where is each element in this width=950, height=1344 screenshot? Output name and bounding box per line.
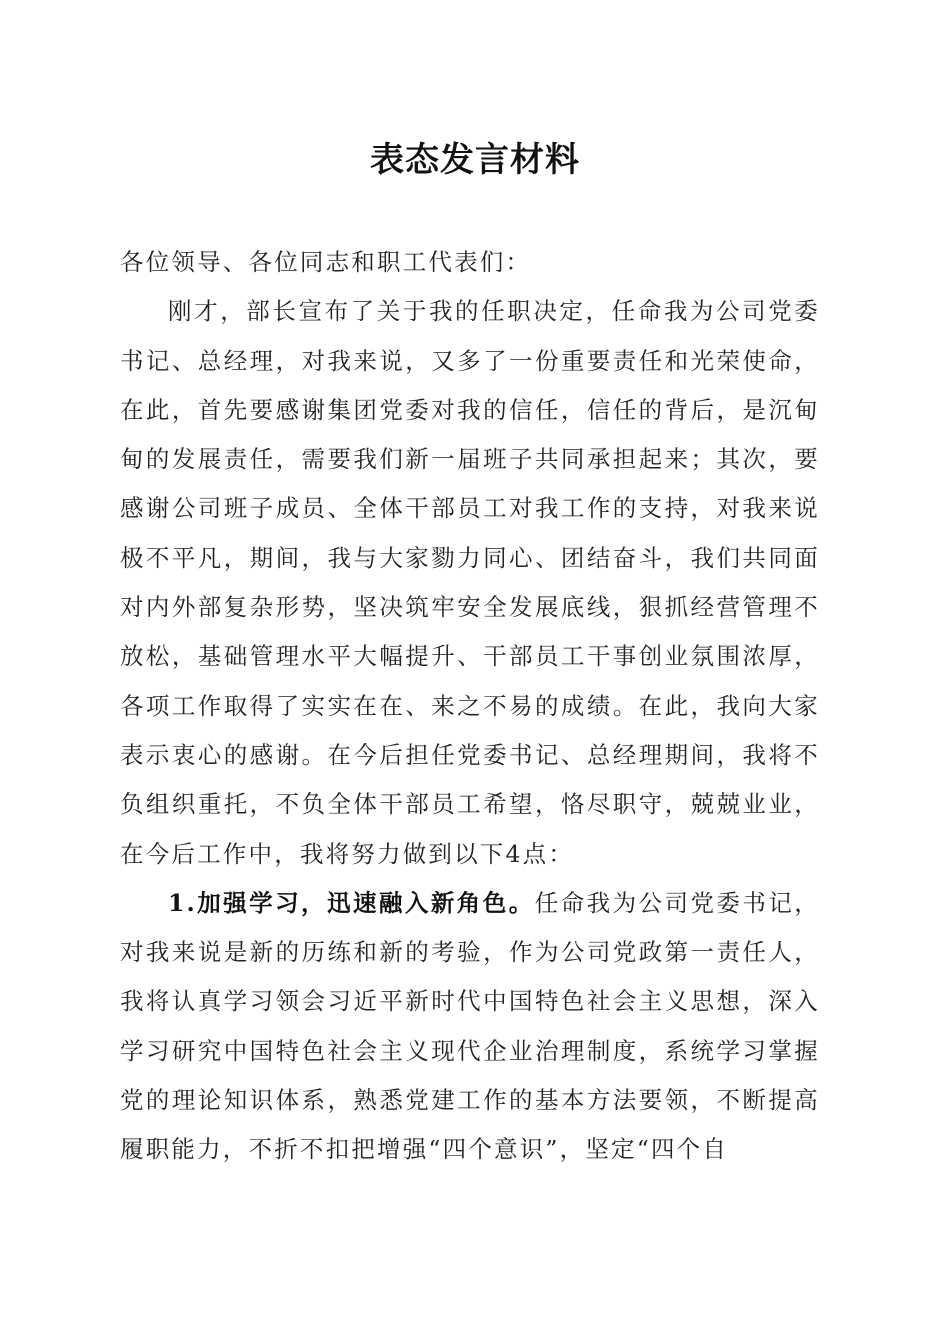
document-body bbox=[120, 238, 820, 1175]
salutation: 各位领导、各位同志和职工代表们： bbox=[120, 248, 532, 276]
paragraph-point-1 bbox=[120, 879, 820, 1175]
page-title: 表态发言材料 bbox=[370, 140, 580, 180]
paragraph-intro: 刚才，部长宣布了关于我的任职决定，任命我为公司党委书记、总经理，对我来说，又多了一份重要责任和光荣使命，在此，首先要感谢集团党委对我的信任，信任的背后，是沉甸甸的发展责任，需要我们新一届班子共同承担起来；其次，要感谢公司班子成员、全体干部员工对我工作的支持，对我来说极不平凡，期间，我与大家勠力同心、团结奋斗，我们共同面对内外部复杂形势，坚决筑牢安全发展底线，狠抓经营管理不放松，基础管理水平大幅提升、干部员工干事创业氛围浓厚，各项工作取得了实实在在、来之不易的成绩。在此，我向大家表示衷心的感谢。在今后担任党委书记、总经理期间，我将不负组织重托，不负全体干部员工希望，恪尽职守，兢兢业业，在今后工作中，我将努力做到以下4点： bbox=[120, 297, 820, 868]
point-1-heading: 1.加强学习，迅速融入新角色。 bbox=[168, 888, 535, 917]
point-1-text: 任命我为公司党委书记，对我来说是新的历练和新的考验，作为公司党政第一责任人，我将认真学习领会习近平新时代中国特色社会主义思想，深入学习研究中国特色社会主义现代企业治理制度，系统学习掌握党的理论知识体系，熟悉党建工作的基本方法要领，不断提高履职能力，不折不扣把增强“四个意识”，坚定“四个自 bbox=[120, 888, 820, 1164]
